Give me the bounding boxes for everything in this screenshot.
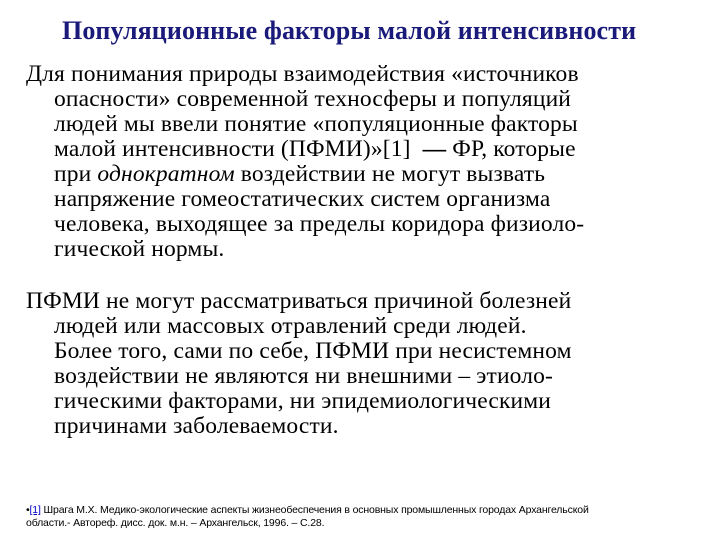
paragraph-line: гическими факторами, ни эпидемиологическими	[54, 388, 552, 414]
paragraph-line-text: при	[54, 161, 98, 187]
paragraph-line: Для понимания природы взаимодействия «источников	[26, 61, 579, 87]
footnote-text: Шрага М.Х. Медико-экологические аспекты жизнеобеспечения в основных промышленных городах Архангельской	[40, 504, 589, 516]
paragraph-line: людей или массовых отравлений среди людей.	[54, 313, 527, 339]
paragraph-line	[26, 137, 706, 162]
paragraph-line: опасности» современной техносферы и популяций	[54, 86, 572, 112]
paragraph-line: Более того, сами по себе, ПФМИ при несистемном	[54, 338, 572, 364]
paragraph-line-text: ФР, которые	[452, 136, 576, 162]
paragraph-line: людей мы ввели понятие «популяционные факторы	[54, 111, 578, 137]
paragraph-line-text: малой интенсивности (ПФМИ)»[1]	[54, 136, 411, 162]
footnote	[26, 504, 706, 530]
paragraph-line: воздействии не являются ни внешними – этиоло-	[54, 363, 554, 389]
paragraph-line: причинами заболеваемости.	[54, 413, 339, 439]
paragraph-definition	[26, 62, 706, 262]
slide-title: Популяционные факторы малой интенсивности	[62, 16, 637, 45]
paragraph-line-text: воздействии не могут вызвать	[234, 161, 546, 187]
em-dash: —	[422, 136, 447, 162]
paragraph-not-causes	[26, 289, 706, 439]
footnote-line: области.- Автореф. дисс. док. м.н. – Архангельск, 1996. – С.28.	[26, 517, 325, 529]
paragraph-line: гической нормы.	[54, 236, 225, 262]
paragraph-line: напряжение гомеостатических систем организма	[54, 186, 551, 212]
paragraph-line	[26, 162, 706, 187]
paragraph-line: ПФМИ не могут рассматриваться причиной болезней	[26, 288, 572, 314]
footnote-link[interactable]: [1]	[29, 504, 41, 516]
italic-term: однократном	[97, 161, 235, 187]
footnote-line	[26, 504, 706, 517]
bullet: •	[26, 504, 30, 516]
paragraph-line: человека, выходящее за пределы коридора физиоло-	[54, 211, 585, 237]
